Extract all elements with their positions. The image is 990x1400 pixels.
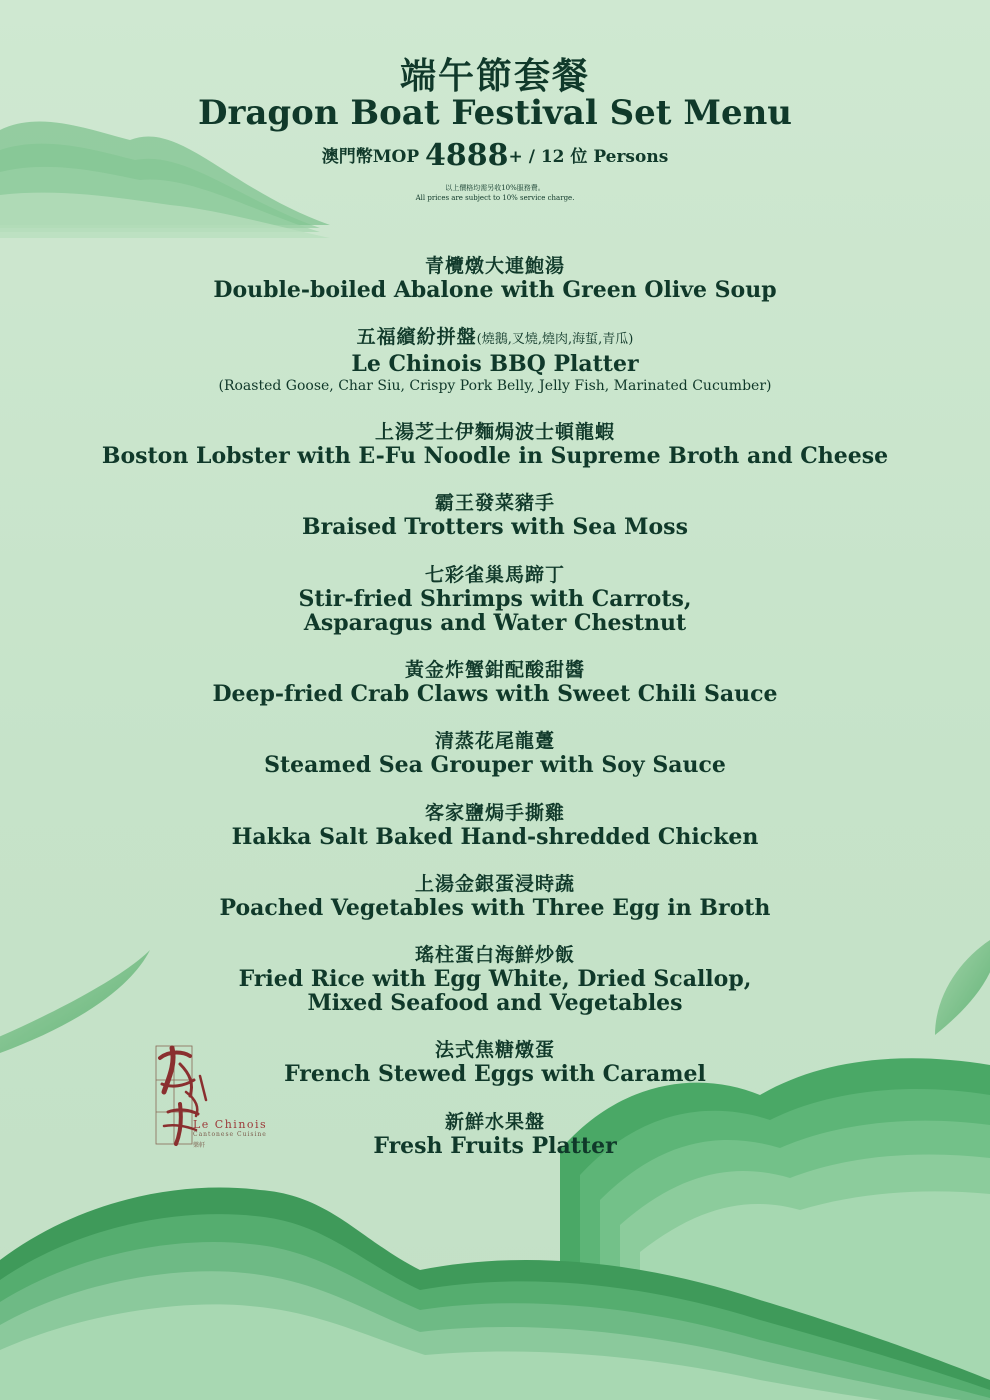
dish-name-en-line2: Mixed Seafood and Vegetables <box>307 990 683 1016</box>
menu-item <box>0 1038 990 1086</box>
price-value: 4888 <box>425 138 509 173</box>
dish-name-en: Fresh Fruits Platter <box>373 1133 617 1159</box>
logo-subtitle-zh: 樂軒 <box>193 1142 206 1149</box>
menu-item <box>0 254 990 302</box>
menu-item <box>0 658 990 706</box>
dish-name-en: Deep-fried Crab Claws with Sweet Chili Sauce <box>212 681 778 707</box>
price-prefix: 澳門幣MOP <box>321 147 420 167</box>
note-en: All prices are subject to 10% service charge. <box>415 194 575 202</box>
dish-name-en: Stir-fried Shrimps with Carrots, <box>298 586 692 612</box>
service-charge-note <box>0 183 990 203</box>
menu-item <box>0 563 990 635</box>
menu-item <box>0 729 990 777</box>
dish-name-zh: 七彩雀巢馬蹄丁 <box>424 564 565 586</box>
dish-name-en: Steamed Sea Grouper with Soy Sauce <box>264 752 726 778</box>
dish-name-zh: 上湯金銀蛋浸時蔬 <box>414 873 575 895</box>
dish-name-en: Double-boiled Abalone with Green Olive Soup <box>213 277 777 303</box>
dish-name-zh-sub: (燒鵝,叉燒,燒肉,海蜇,青瓜) <box>476 332 634 347</box>
dish-name-en: Fried Rice with Egg White, Dried Scallop, <box>238 966 752 992</box>
menu-item <box>0 1110 990 1158</box>
title-chinese: 端午節套餐 <box>399 55 590 97</box>
dish-name-en: Hakka Salt Baked Hand-shredded Chicken <box>231 824 759 850</box>
logo-subtitle: Cantonese Cuisine <box>193 1131 267 1138</box>
menu-item <box>0 491 990 539</box>
menu-item <box>0 801 990 849</box>
price-line <box>0 138 990 173</box>
menu-item <box>0 872 990 920</box>
dish-name-zh: 霸王發菜豬手 <box>434 492 555 514</box>
dish-name-zh-main: 五福繽紛拼盤 <box>356 326 477 348</box>
menu-item <box>0 325 990 396</box>
dish-name-en: French Stewed Eggs with Caramel <box>284 1061 706 1087</box>
dish-name-en: Le Chinois BBQ Platter <box>351 351 639 377</box>
dish-name-en: Boston Lobster with E-Fu Noodle in Supreme Broth and Cheese <box>101 443 889 469</box>
dish-name-zh <box>0 325 990 352</box>
dish-name-zh: 瑤柱蛋白海鮮炒飯 <box>414 944 575 966</box>
logo-name: Le Chinois <box>193 1118 268 1131</box>
dish-name-zh: 青欖燉大連鮑湯 <box>424 255 565 277</box>
dish-name-zh: 新鮮水果盤 <box>444 1111 545 1133</box>
dish-name-zh: 清蒸花尾龍躉 <box>434 730 555 752</box>
dish-description: (Roasted Goose, Char Siu, Crispy Pork Belly, Jelly Fish, Marinated Cucumber) <box>218 378 772 394</box>
title-english: Dragon Boat Festival Set Menu <box>197 93 793 133</box>
dish-name-en-line2: Asparagus and Water Chestnut <box>303 610 687 636</box>
dish-name-en: Poached Vegetables with Three Egg in Broth <box>219 895 771 921</box>
menu-item <box>0 943 990 1015</box>
dish-name-en: Braised Trotters with Sea Moss <box>302 514 688 540</box>
dish-name-zh: 上湯芝士伊麵焗波士頓龍蝦 <box>374 421 615 443</box>
menu-item <box>0 420 990 468</box>
dish-name-zh: 客家鹽焗手撕雞 <box>424 802 565 824</box>
price-suffix: + / 12 位 Persons <box>508 147 669 167</box>
dish-name-zh: 黃金炸蟹鉗配酸甜醬 <box>404 659 585 681</box>
dish-name-zh: 法式焦糖燉蛋 <box>434 1039 555 1061</box>
note-zh: 以上價格均需另收10%服務費。 <box>445 184 545 192</box>
